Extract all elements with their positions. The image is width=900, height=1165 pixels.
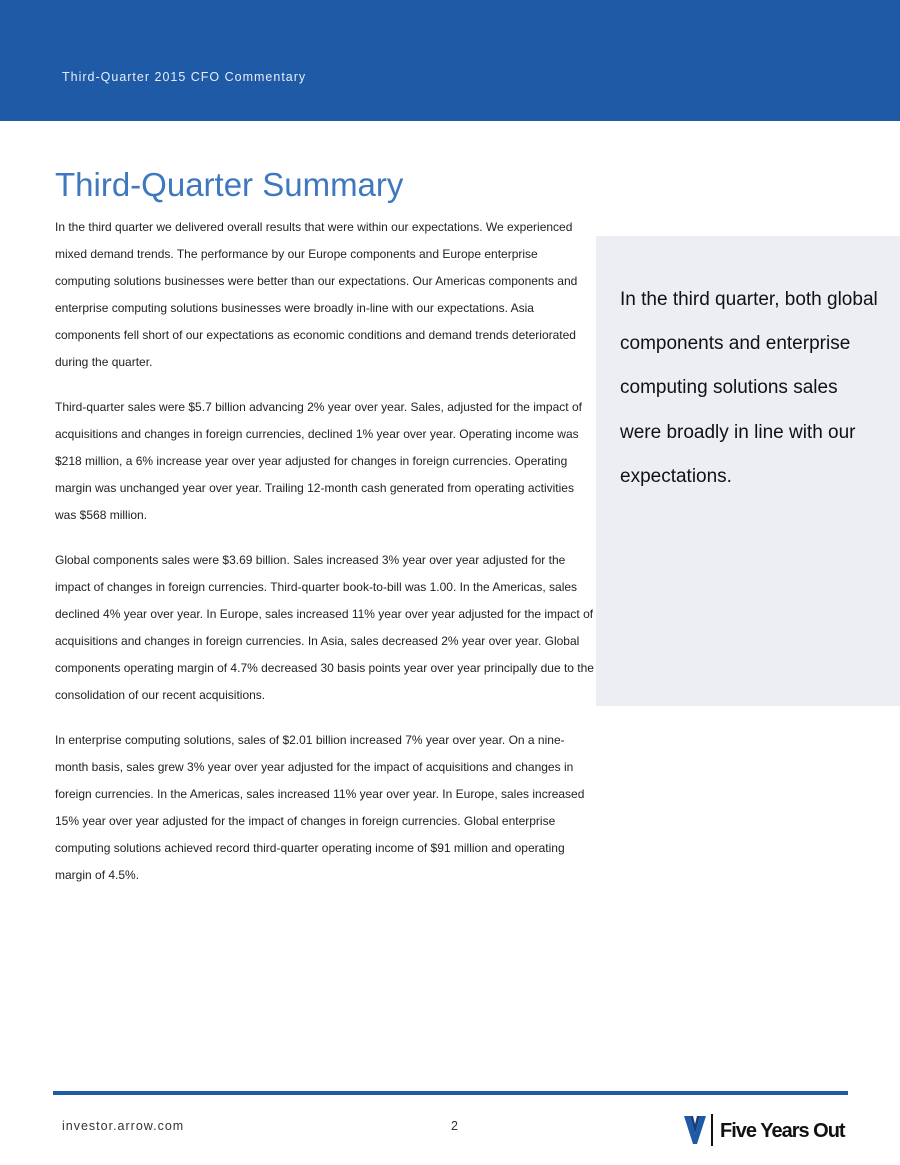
arrow-v-logo-icon — [684, 1116, 706, 1149]
header-band — [0, 0, 900, 121]
paragraph: In enterprise computing solutions, sales of $2.01 billion increased 7% year over year. On a nine-month basis, sales grew 3% year over year adjusted for the impact of acquisitions and changes in foreign currencies. In the Americas, sales increased 11% year over year. In Europe, sales increased 15% year over year adjusted for the impact of changes in foreign currencies. Global enterprise computing solutions achieved record third-quarter operating income of $91 million and operating margin of 4.5%. — [55, 733, 585, 882]
body-text — [55, 214, 595, 907]
paragraph: In the third quarter we delivered overall results that were within our expectations. We experienced mixed demand trends. The performance by our Europe components and Europe enterprise computing solutions businesses were better than our expectations. Our Americas components and enterprise computing solutions businesses were broadly in-line with our expectations. Asia components fell short of our expectations as economic conditions and demand trends deteriorated during the quarter. — [55, 220, 578, 369]
logo-divider — [711, 1114, 713, 1146]
document-header-title: Third-Quarter 2015 CFO Commentary — [62, 70, 307, 84]
page-number: 2 — [451, 1119, 458, 1133]
pull-quote-sidebar — [596, 236, 900, 706]
pull-quote: In the third quarter, both global components and enterprise computing solutions sales were broadly in line with our expectations. — [620, 289, 878, 487]
page-title: Third-Quarter Summary — [55, 166, 404, 203]
paragraph: Global components sales were $3.69 billion. Sales increased 3% year over year adjusted for the impact of changes in foreign currencies. Third-quarter book-to-bill was 1.00. In the Americas, sales declined 4% year over year. In Europe, sales increased 11% year over year adjusted for the impact of acquisitions and changes in foreign currencies. In Asia, sales decreased 2% year over year. Global components operating margin of 4.7% decreased 30 basis points year over year principally due to the consolidation of our recent acquisitions. — [55, 553, 594, 702]
company-logo — [684, 1114, 850, 1146]
logo-tagline: Five Years Out — [720, 1120, 845, 1142]
investor-site-link[interactable]: investor.arrow.com — [62, 1119, 185, 1133]
paragraph: Third-quarter sales were $5.7 billion advancing 2% year over year. Sales, adjusted for the impact of acquisitions and changes in foreign currencies, declined 1% year over year. Operating income was $218 million, a 6% increase year over year adjusted for changes in foreign currencies. Operating margin was unchanged year over year. Trailing 12-month cash generated from operating activities was $568 million. — [55, 400, 582, 522]
footer-divider — [53, 1091, 848, 1095]
